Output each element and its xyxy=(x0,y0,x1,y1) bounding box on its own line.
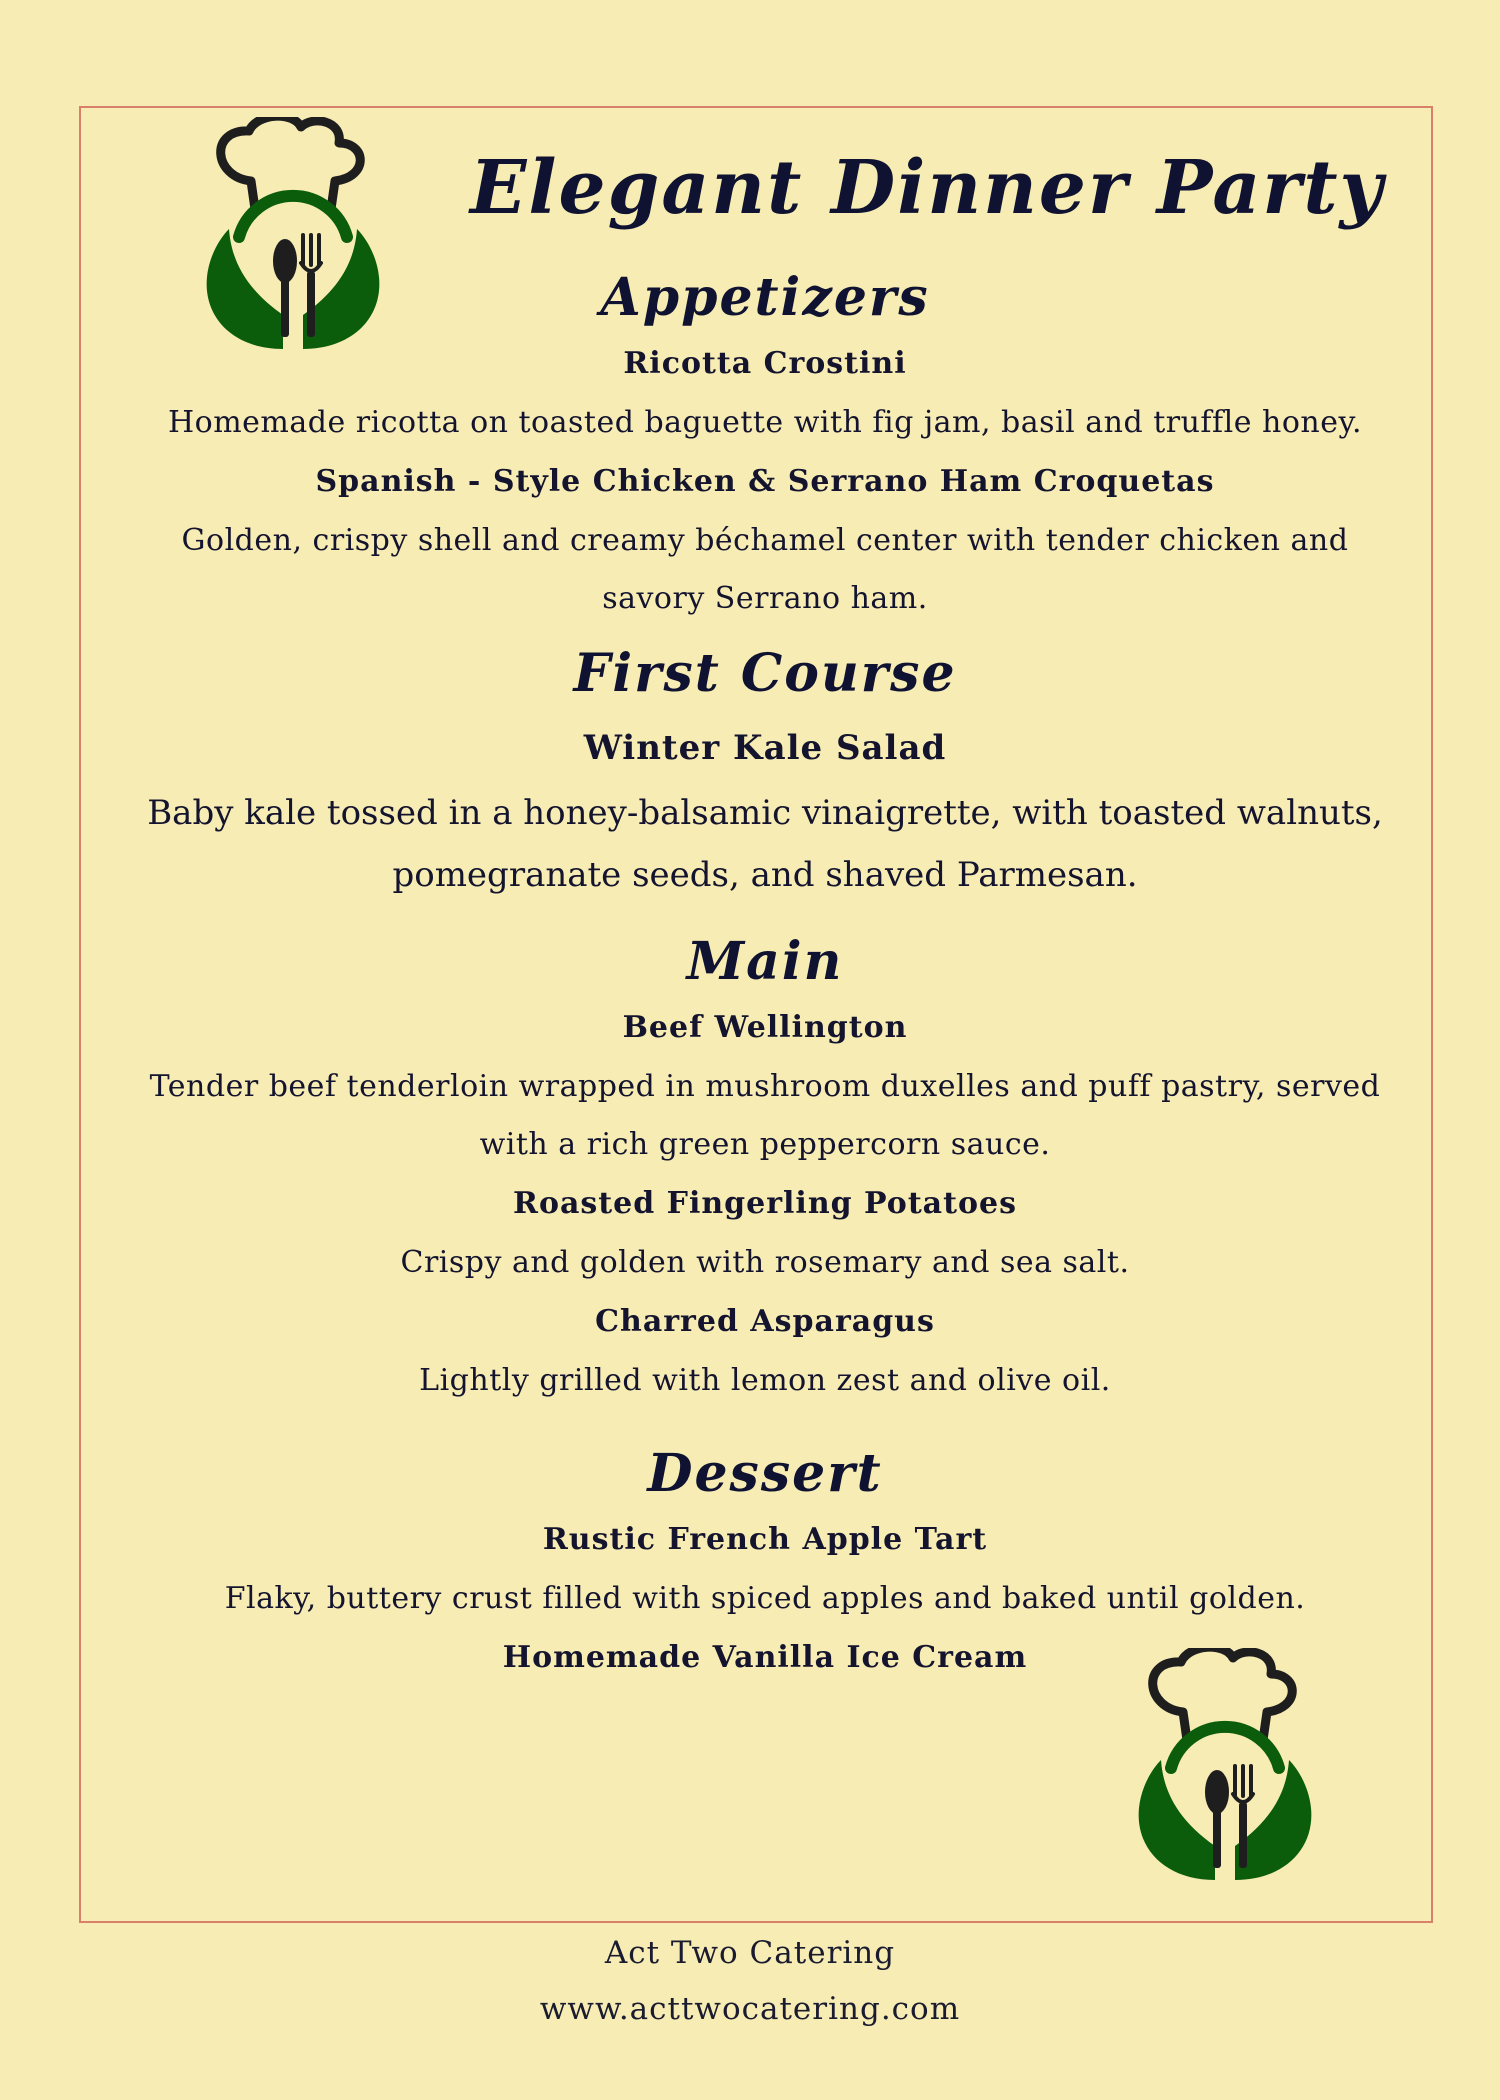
menu-section-main xyxy=(120,926,1410,1410)
dish-name: Charred Asparagus xyxy=(595,1304,935,1339)
dish-description: Homemade ricotta on toasted baguette with fig jam, basil and truffle honey. xyxy=(168,405,1362,440)
footer-company-name: Act Two Catering xyxy=(604,1935,896,1971)
menu-section-dessert xyxy=(120,1438,1410,1682)
dish-name: Winter Kale Salad xyxy=(583,728,947,768)
dish-description: Crispy and golden with rosemary and sea salt. xyxy=(400,1245,1130,1280)
dish-name: Beef Wellington xyxy=(622,1010,908,1045)
section-heading: Main xyxy=(686,931,844,992)
dish-description: Golden, crispy shell and creamy béchamel center with tender chicken and savory Serrano ham. xyxy=(181,523,1349,616)
dish-name: Homemade Vanilla Ice Cream xyxy=(502,1640,1028,1675)
footer-website-link[interactable]: www.acttwocatering.com xyxy=(539,1991,961,2027)
dish-name: Roasted Fingerling Potatoes xyxy=(513,1186,1017,1221)
dish-name: Rustic French Apple Tart xyxy=(542,1522,988,1557)
menu-section-first-course xyxy=(120,638,1410,906)
dish-description: Baby kale tossed in a honey-balsamic vinaigrette, with toasted walnuts, pomegranate seeds, and shaved Parmesan. xyxy=(147,793,1383,895)
menu-body xyxy=(120,262,1410,1688)
dish-name: Spanish - Style Chicken & Serrano Ham Croquetas xyxy=(315,464,1215,499)
dish-name: Ricotta Crostini xyxy=(623,346,907,381)
section-heading: Dessert xyxy=(647,1443,883,1504)
page-title: Elegant Dinner Party xyxy=(470,145,1385,231)
dish-description: Flaky, buttery crust filled with spiced apples and baked until golden. xyxy=(224,1581,1306,1616)
menu-section-appetizers xyxy=(120,262,1410,628)
dish-description: Lightly grilled with lemon zest and olive oil. xyxy=(419,1363,1111,1398)
section-heading: Appetizers xyxy=(600,267,930,328)
section-heading: First Course xyxy=(573,643,957,704)
dish-description: Tender beef tenderloin wrapped in mushroom duxelles and puff pastry, served with a rich green peppercorn sauce. xyxy=(149,1069,1381,1162)
